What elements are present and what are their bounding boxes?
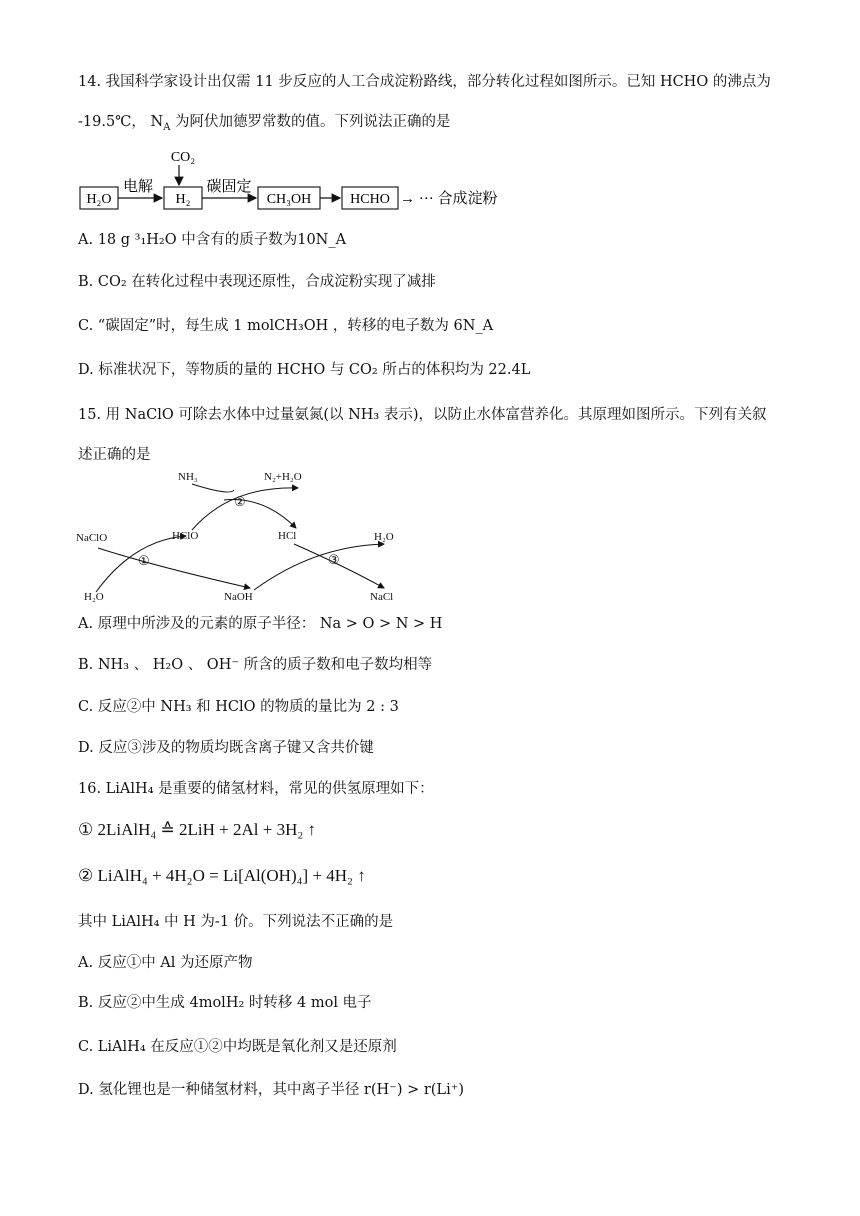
flow-ch3oh: CH₃OH <box>266 192 312 207</box>
q16-note: 其中 LiAlH₄ 中 H 为-1 价。下列说法不正确的是 <box>78 914 394 930</box>
q16-stem: 16. LiAlH₄ 是重要的储氢材料，常见的供氢原理如下： <box>78 781 434 797</box>
q14-option-c: C. “碳固定”时，每生成 1 molCH₃OH ，转移的电子数为 6N_A <box>78 318 494 334</box>
q15-stem-line1: 15. 用 NaClO 可除去水体中过量氨氮(以 NH₃ 表示)，以防止水体富营养化。其原理如图所示。下列有关叙 <box>78 407 767 423</box>
diag-h2o-right: H₂O <box>374 531 394 543</box>
diag-circle-1: ① <box>138 553 150 568</box>
q14-stem-line2 <box>78 112 451 132</box>
q16-equation-1: ① 2LiAlH₄ ≙ 2LiH + 2Al + 3H₂ ↑ <box>78 820 317 839</box>
q16-option-d: D. 氢化锂也是一种储氢材料，其中离子半径 r(H⁻) > r(Li⁺) <box>78 1082 465 1098</box>
diag-hcl: HCl <box>278 530 297 542</box>
q14-flow-diagram <box>78 145 558 215</box>
q16-option-a: A. 反应①中 Al 为还原产物 <box>78 955 253 971</box>
q14-option-a: A. 18 g ³₁H₂O 中含有的质子数为10N_A <box>78 232 347 248</box>
q15-stem-line2: 述正确的是 <box>78 447 151 463</box>
diag-nh3: NH₃ <box>178 471 198 483</box>
flow-end: → ··· 合成淀粉 <box>400 191 498 207</box>
flow-hcho: HCHO <box>350 192 390 207</box>
diag-n2h2o: N₂+H₂O <box>264 471 302 483</box>
diag-arrow-h2o <box>254 544 384 590</box>
diag-curve-nh3 <box>192 484 234 492</box>
flow-co2: CO₂ <box>170 150 196 165</box>
q15-reaction-diagram <box>74 466 434 606</box>
q16-option-b: B. 反应②中生成 4molH₂ 时转移 4 mol 电子 <box>78 995 372 1011</box>
q16-equation-2: ② LiAlH₄ + 4H₂O = Li[Al(OH)₄] + 4H₂ ↑ <box>78 866 366 885</box>
diag-h2o: H₂O <box>84 591 104 603</box>
q14-stem2-sub: A <box>163 121 171 133</box>
flow-label-electrolysis: 电解 <box>122 179 154 195</box>
diag-nacl: NaCl <box>370 591 394 603</box>
flow-h2: H₂ <box>175 192 191 207</box>
q14-stem-line1: 14. 我国科学家设计出仅需 11 步反应的人工合成淀粉路线，部分转化过程如图所示。已知 HCHO 的沸点为 <box>78 74 771 90</box>
q14-option-d: D. 标准状况下，等物质的量的 HCHO 与 CO₂ 所占的体积均为 22.4L <box>78 362 531 378</box>
q15-option-c: C. 反应②中 NH₃ 和 HClO 的物质的量比为 2 : 3 <box>78 699 399 715</box>
diag-circle-2: ② <box>234 494 246 509</box>
q14-stem2-text: -19.5℃， N <box>78 114 164 130</box>
diag-arrow-naoh <box>98 548 250 588</box>
q16-option-c: C. LiAlH₄ 在反应①②中均既是氧化剂又是还原剂 <box>78 1039 397 1055</box>
flow-label-carbon-fix: 碳固定 <box>206 179 252 195</box>
diag-naclo: NaClO <box>76 532 108 544</box>
q14-option-b: B. CO₂ 在转化过程中表现还原性，合成淀粉实现了减排 <box>78 274 436 290</box>
q14-stem2-rest: 为阿伏加德罗常数的值。下列说法正确的是 <box>170 114 451 130</box>
q15-option-a: A. 原理中所涉及的元素的原子半径： Na > O > N > H <box>78 616 443 632</box>
flow-h2o: H₂O <box>86 192 112 207</box>
diag-hclo: HClO <box>172 530 199 542</box>
q15-option-b: B. NH₃ 、 H₂O 、 OH⁻ 所含的质子数和电子数均相等 <box>78 657 433 673</box>
diag-circle-3: ③ <box>328 552 340 567</box>
q15-option-d: D. 反应③涉及的物质均既含离子键又含共价键 <box>78 740 374 756</box>
diag-naoh: NaOH <box>224 591 253 603</box>
